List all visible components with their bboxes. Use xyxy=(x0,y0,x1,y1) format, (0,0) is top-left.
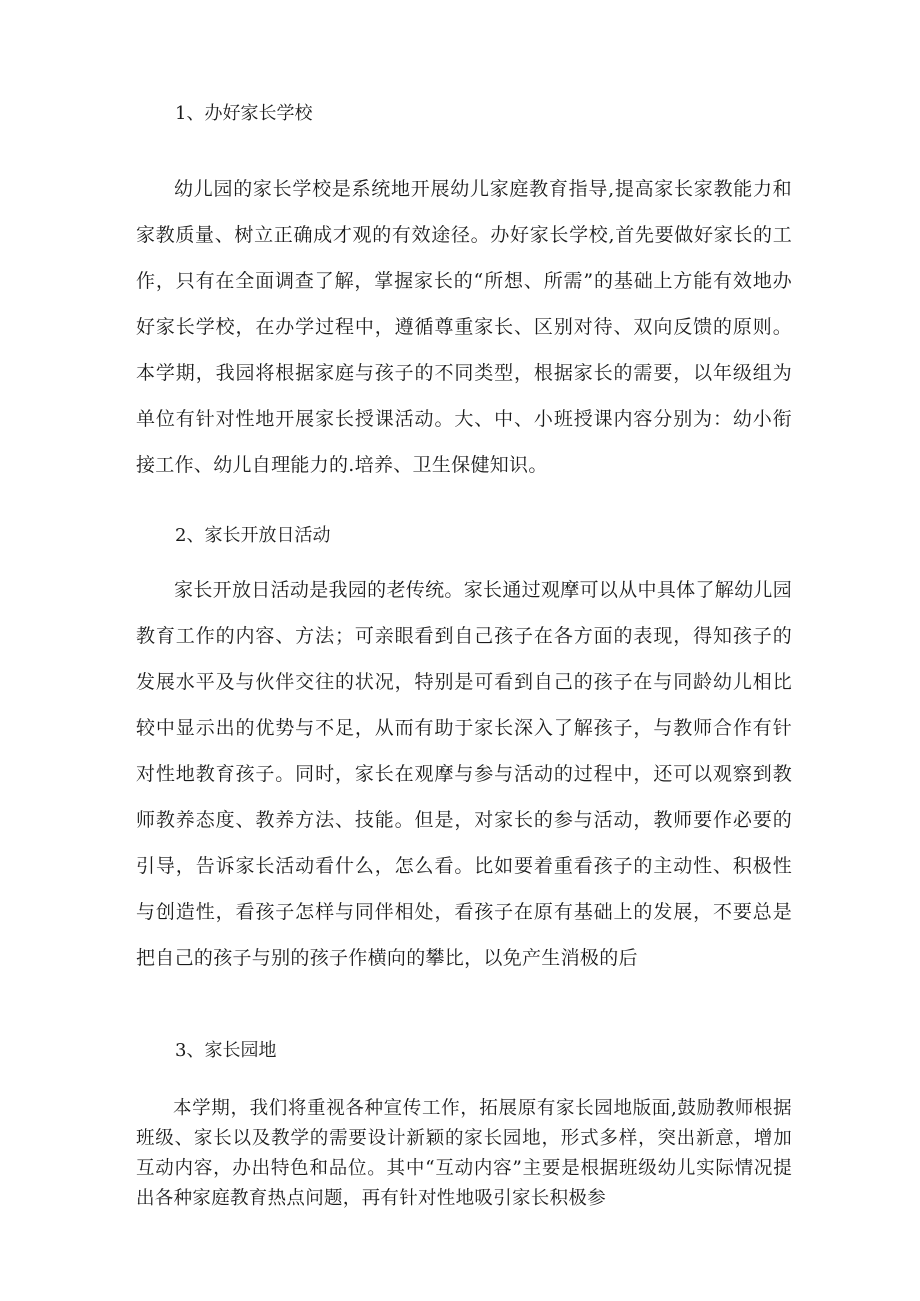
section-3-heading: 3、家长园地 xyxy=(175,1040,277,1061)
section-2-body: 家长开放日活动是我园的老传统。家长通过观摩可以从中具体了解幼儿园教育工作的内容、方法；可亲眼看到自己孩子在各方面的表现，得知孩子的发展水平及与伙伴交往的状况，特别是可看到自己的孩子在与同龄幼儿相比较中显示出的优势与不足，从而有助于家长深入了解孩子，与教师合作有针对性地教育孩子。同时，家长在观摩与参与活动的过程中，还可以观察到教师教养态度、教养方法、技能。但是，对家长的参与活动，教师要作必要的引导，告诉家长活动看什么，怎么看。比如要着重看孩子的主动性、积极性与创造性，看孩子怎样与同伴相处，看孩子在原有基础上的发展，不要总是把自己的孩子与别的孩子作横向的攀比，以免产生消极的后 xyxy=(136,579,792,969)
section-3-body: 本学期，我们将重视各种宣传工作，拓展原有家长园地版面,鼓励教师根据班级、家长以及教学的需要设计新颖的家长园地，形式多样，突出新意，增加互动内容，办出特色和品位。其中“互动内容”主要是根据班级幼儿实际情况提出各种家庭教育热点问题，再有针对性地吸引家长积极参 xyxy=(136,1098,792,1209)
section-1-body: 幼儿园的家长学校是系统地开展幼儿家庭教育指导,提高家长家教能力和家教质量、树立正确成才观的有效途径。办好家长学校,首先要做好家长的工作，只有在全面调查了解，掌握家长的“所想、所需”的基础上方能有效地办好家长学校，在办学过程中，遵循尊重家长、区别对待、双向反馈的原则。本学期，我园将根据家庭与孩子的不同类型，根据家长的需要，以年级组为单位有针对性地开展家长授课活动。大、中、小班授课内容分别为：幼小衔接工作、幼儿自理能力的.培养、卫生保健知识。 xyxy=(136,178,792,476)
section-1-heading: 1、办好家长学校 xyxy=(175,103,313,124)
section-2-heading: 2、家长开放日活动 xyxy=(175,525,331,546)
